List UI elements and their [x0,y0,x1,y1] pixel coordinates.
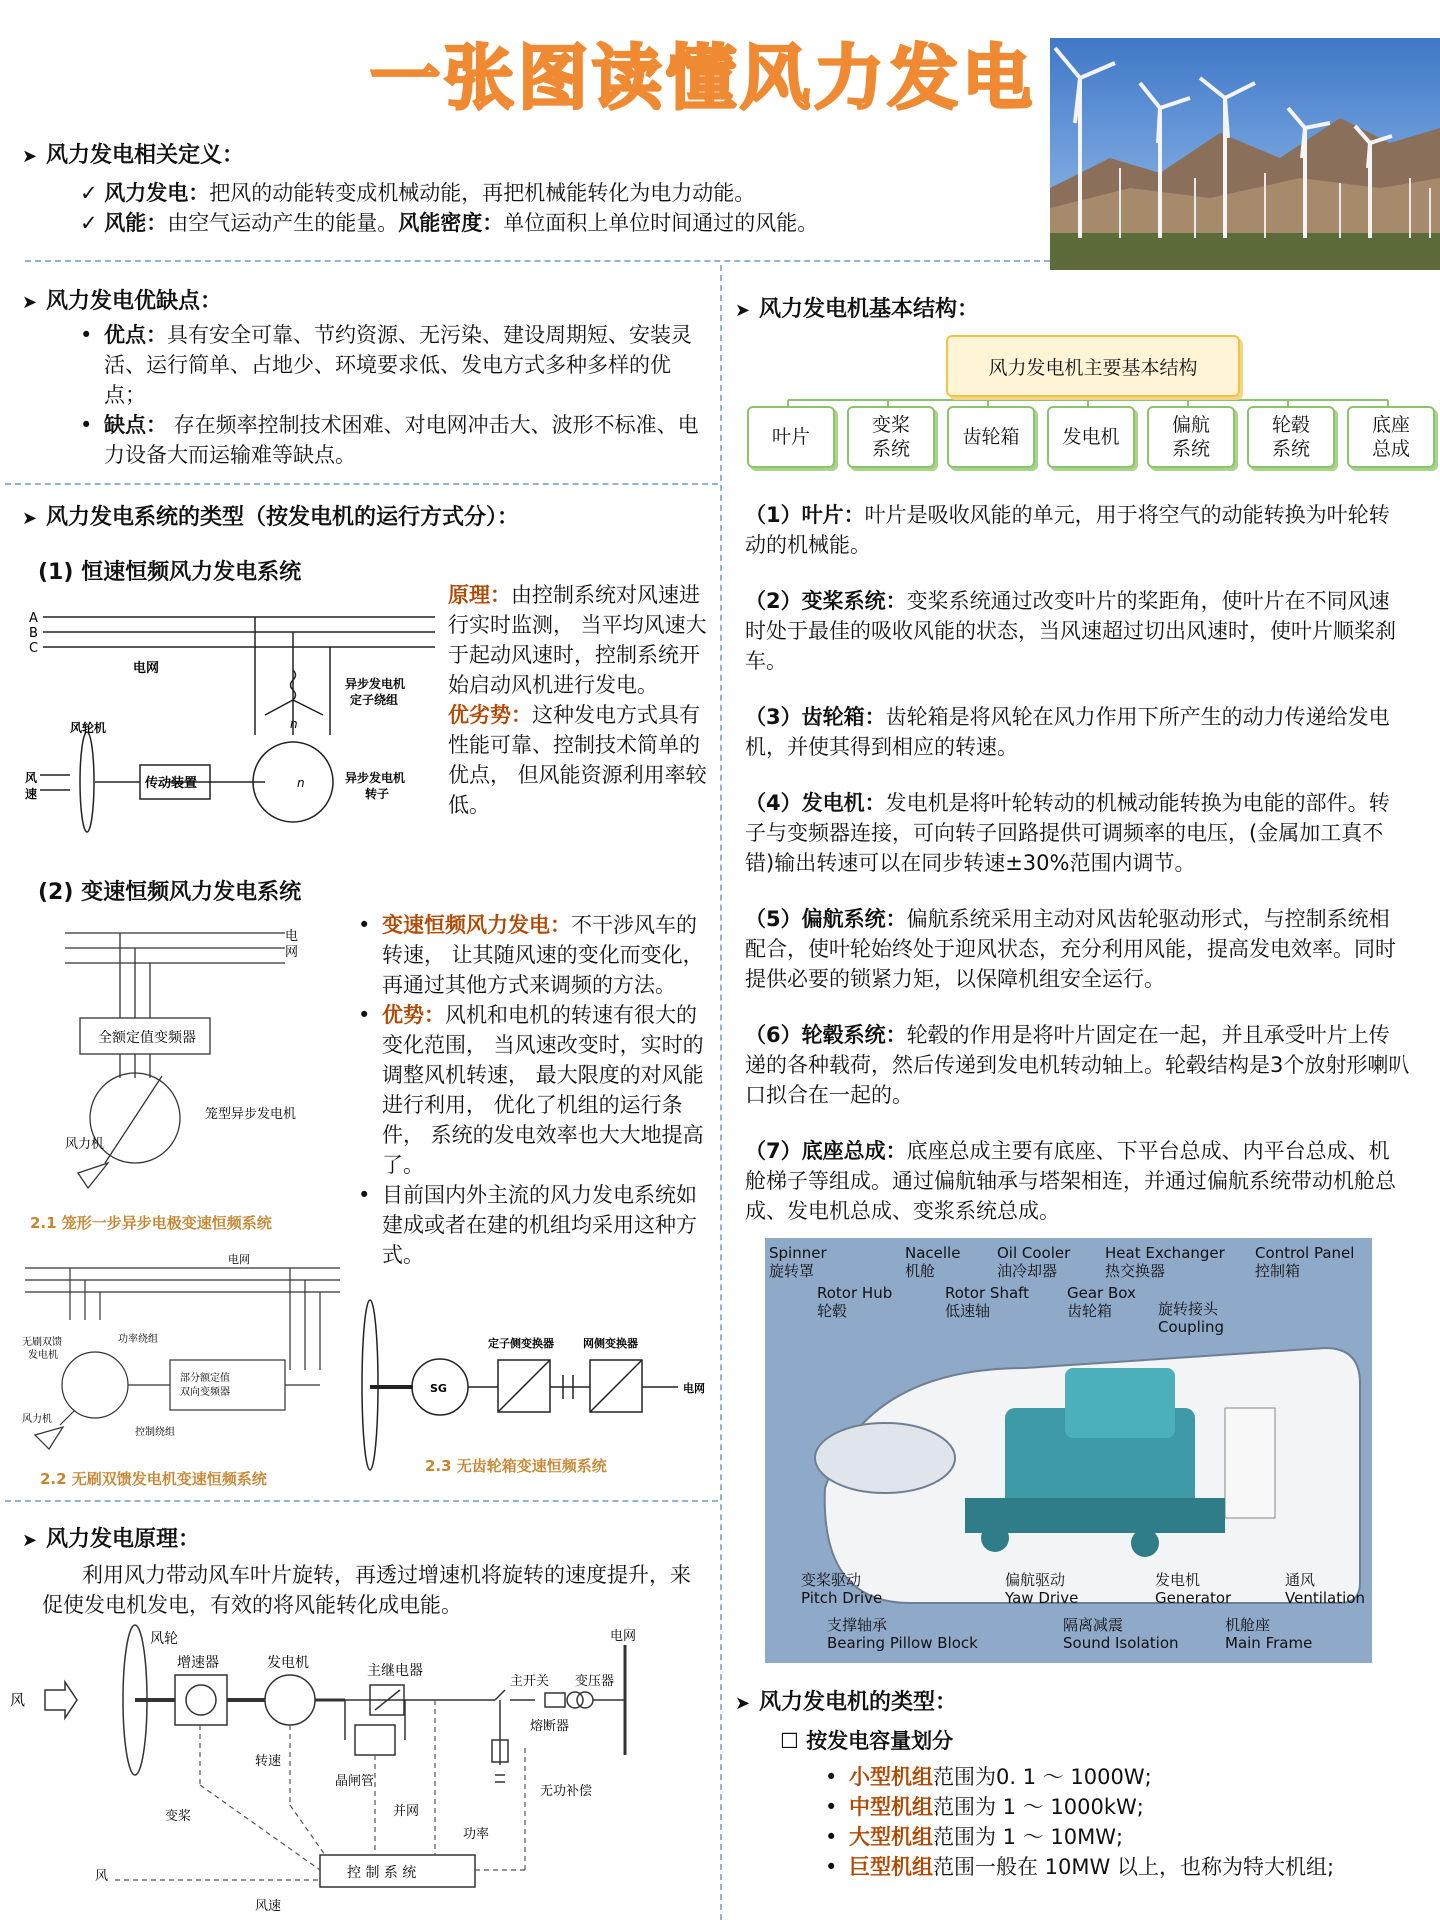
grid-label-2: 网 [285,945,299,960]
control-label: 控 制 系 统 [347,1865,417,1881]
list-item: • 大型机组范围为 1 ～ 10MW; [815,1822,1435,1852]
diag2-caption: 2.2 无刷双馈发电机变速恒频系统 [40,1470,267,1488]
label-rotor-hub: Rotor Hub 轮毂 [817,1284,893,1320]
list-item: • 小型机组范围为0. 1 ～ 1000W; [815,1762,1435,1792]
stator-label-2: 定子绕组 [350,693,399,707]
rotor-label: 异步发电机 [345,771,406,785]
type1-description: 原理：由控制系统对风速进行实时监测， 当平均风速大于起动风速时，控制系统开始启动风机进行发电。 优劣势：这种发电方式具有性能可靠、控制技术简单的优点， 但风能资源利用率较低。 [448,583,707,817]
rotor-label: 风轮 [150,1631,178,1647]
wind2-label: 风 [95,1869,109,1884]
wind-speed-label-2: 速 [25,787,38,801]
generator-types-sub: ☐ 按发电容量划分 [780,1729,954,1753]
squirrel-cage-diagram [30,918,330,1238]
structure-node-base: 底座 总成 [1347,406,1435,468]
definition-item: ✓ 风能：由空气运动产生的能量。风能密度：单位面积上单位时间通过的风能。 [80,211,819,235]
arrow-icon: ➤ [22,146,38,167]
structure-node-gearbox: 齿轮箱 [947,406,1035,468]
power-label: 功率 [463,1827,490,1842]
converter-label: 部分额定值 [180,1373,230,1384]
diag1-caption: 2.1 笼形一步异步电极变速恒频系统 [30,1214,272,1232]
pros-cons-heading: ➤ 风力发电优缺点： [22,289,223,314]
parallel-label: 并网 [393,1804,420,1819]
arrow-icon: ➤ [735,300,751,321]
structure-node-generator: 发电机 [1047,406,1135,468]
main-relay-label: 主继电器 [367,1663,423,1679]
label-main-frame: 机舱座 Main Frame [1225,1616,1313,1652]
label-generator: 发电机 Generator [1155,1571,1232,1607]
arrow-icon: ➤ [735,1693,751,1714]
definitions-list [80,178,980,238]
nr-label: n [297,776,305,790]
label-nacelle: Nacelle 机舱 [905,1244,961,1280]
wind-speed-label: 风 [25,771,38,785]
wind-farm-photo [1050,38,1440,270]
phase-c: C [29,641,39,656]
converter-label-2: 双向变频器 [180,1387,230,1398]
structure-node-blade: 叶片 [747,406,835,468]
fuse-label: 熔断器 [530,1719,570,1734]
structure-items [745,500,1410,1226]
turbine-label: 风力机 [65,1137,105,1152]
transmission-label: 传动装置 [145,776,198,791]
pros-cons-list [70,320,710,470]
sg-label: SG [430,1382,447,1395]
principle-text: 利用风力带动风车叶片旋转，再透过增速机将旋转的速度提升，来促使发电机发电，有效的将风能转化成电能。 [42,1563,691,1617]
label-control-panel: Control Panel 控制箱 [1255,1244,1355,1280]
label-ventilation: 通风 Ventilation [1285,1571,1365,1607]
reactive-label: 无功补偿 [540,1784,593,1799]
grid-label: 电网 [133,661,160,676]
divider [5,1500,718,1502]
structure-item: （4）发电机：发电机是将叶轮转动的机械动能转换为电能的部件。转子与变频器连接，可向转子回路提供可调频率的电压，(金属加工真不错)输出转速可以在同步转速±30%范围内调节。 [745,791,1390,875]
structure-item: （7）底座总成：底座总成主要有底座、下平台总成、内平台总成、机舱梯子等组成。通过偏航轴承与塔架相连，并通过偏航系统带动机舱总成、发电机总成、变浆系统总成。 [745,1139,1396,1223]
structure-node-pitch: 变桨 系统 [847,406,935,468]
divider [5,483,718,485]
check-icon: ✓ [80,181,105,205]
label-oil-cooler: Oil Cooler 油冷却器 [997,1244,1071,1280]
grid-label: 电网 [228,1253,250,1266]
label-sound: 隔离减震 Sound Isolation [1063,1616,1179,1652]
divider [25,260,1050,262]
transformer-label: 变压器 [575,1674,615,1689]
pitch-label: 变桨 [165,1809,192,1824]
grid-conv-label: 网侧变换器 [583,1337,638,1350]
cons-item: • 缺点： 存在频率控制技术困难、对电网冲击大、波形不标准、电力设备大而运输难等缺点。 [70,410,710,470]
principle-diagram [10,1625,675,1915]
phase-b: B [29,626,38,641]
type2-bullet: • 变速恒频风力发电：不干涉风车的转速， 让其随风速的变化而变化， 再通过其他方式来调频的方法。 [348,910,713,1000]
list-item: • 中型机组范围为 1 ～ 1000kW; [815,1792,1435,1822]
structure-root: 风力发电机主要基本结构 [946,335,1240,397]
label-rotor-shaft: Rotor Shaft 低速轴 [945,1284,1030,1320]
system-types-heading: ➤ 风力发电系统的类型（按发电机的运行方式分）： [22,505,520,530]
nacelle-cutaway-diagram [765,1238,1372,1663]
label-coupling: 旋转接头 Coupling [1158,1300,1225,1336]
gen-label-2: 发电机 [28,1350,58,1361]
structure-node-hub: 轮毂 系统 [1247,406,1335,468]
label-gear-box: Gear Box 齿轮箱 [1067,1284,1136,1320]
grid-label: 电网 [610,1629,637,1644]
grid-label: 电 [285,929,299,944]
main-switch-label: 主开关 [510,1674,550,1689]
type2-title: (2) 变速恒频风力发电系统 [38,880,302,905]
gearless-diagram [358,1295,713,1475]
type1-title: (1) 恒速恒频风力发电系统 [38,560,302,585]
column-divider [720,265,722,1920]
ns-label: n [290,717,298,731]
stator-label: 异步发电机 [345,677,406,691]
check-icon: ✓ [80,211,105,235]
structure-item: （5）偏航系统：偏航系统采用主动对风齿轮驱动形式，与控制系统相配合，使叶轮始终处于迎风状态，充分利用风能，提高发电效率。同时提供必要的锁紧力矩，以保障机组安全运行。 [745,907,1396,991]
speed-label: 转速 [255,1754,282,1769]
definitions-heading: ➤ 风力发电相关定义： [22,143,245,168]
label-spinner: Spinner 旋转罩 [769,1244,827,1280]
structure-heading: ➤ 风力发电机基本结构： [735,297,980,322]
checkbox-icon: ☐ [780,1729,807,1753]
power-winding-label: 功率绕组 [118,1334,158,1345]
arrow-icon: ➤ [22,1530,38,1551]
label-heat-exchanger: Heat Exchanger 热交换器 [1105,1244,1225,1280]
type2-description [348,910,713,1270]
generator-label: 发电机 [267,1655,309,1671]
arrow-icon: ➤ [22,292,38,313]
pros-item: • 优点：具有安全可靠、节约资源、无污染、建设周期短、安装灵活、运行简单、占地少、环境要求低、发电方式多种多样的优点； [70,320,710,410]
diag3-caption: 2.3 无齿轮箱变速恒频系统 [425,1457,607,1475]
label-bearing: 支撑轴承 Bearing Pillow Block [827,1616,978,1652]
stator-conv-label: 定子侧变换器 [488,1337,554,1350]
structure-item: （3）齿轮箱：齿轮箱是将风轮在风力作用下所产生的动力传递给发电机，并使其得到相应的转速。 [745,705,1390,759]
wind-wheel-label: 风轮机 [70,721,107,735]
page-title: 一张图读懂风力发电 [370,37,1036,119]
definition-item: ✓ 风力发电：把风的动能转变成机械动能，再把机械能转化为电力动能。 [80,181,756,205]
structure-item: （2）变桨系统：变桨系统通过改变叶片的桨距角，使叶片在不同风速时处于最佳的吸收风能的状态，当风速超过切出风速时，使叶片顺桨刹车。 [745,589,1396,673]
turbine-label: 风力机 [22,1414,52,1425]
label-pitch-drive: 变桨驱动 Pitch Drive [801,1571,883,1607]
grid-label: 电网 [683,1382,705,1395]
list-item: • 巨型机组范围一般在 10MW 以上，也称为特大机组; [815,1852,1435,1882]
wind-speed-label: 风速 [255,1899,282,1914]
gen-label: 无刷双馈 [22,1337,62,1348]
gearbox-label: 增速器 [177,1655,219,1671]
generator-types-list [815,1762,1435,1882]
rotor-label-2: 转子 [365,787,390,801]
type2-bullet: • 优势：风机和电机的转速有很大的变化范围， 当风速改变时，实时的调整风机转速， 最大限度的对风能进行利用， 优化了机组的运行条件， 系统的发电效率也大大地提高了。 [348,1000,713,1180]
arrow-icon: ➤ [22,508,38,529]
principle-heading: ➤ 风力发电原理： [22,1527,201,1552]
generator-types-heading: ➤ 风力发电机的类型： [735,1690,958,1715]
label-yaw-drive: 偏航驱动 Yaw Drive [1005,1571,1079,1607]
structure-item: （1）叶片：叶片是吸收风能的单元，用于将空气的动能转换为叶轮转动的机械能。 [745,503,1390,557]
type2-bullet: • 目前国内外主流的风力发电系统如建成或者在建的机组均采用这种方式。 [348,1180,713,1270]
phase-a: A [29,611,38,626]
control-winding-label: 控制绕组 [135,1427,175,1438]
generator-label: 笼型异步发电机 [205,1107,297,1122]
wind-label: 风 [10,1691,26,1709]
converter-label: 全额定值变频器 [98,1030,196,1046]
thyristor-label: 晶闸管 [335,1774,375,1789]
brushless-diagram [20,1250,355,1465]
constant-speed-diagram [25,600,445,815]
structure-item: （6）轮毂系统：轮毂的作用是将叶片固定在一起，并且承受叶片上传递的各种载荷，然后传递到发电机转动轴上。轮毂结构是3个放射形喇叭口拟合在一起的。 [745,1023,1410,1107]
structure-node-yaw: 偏航 系统 [1147,406,1235,468]
